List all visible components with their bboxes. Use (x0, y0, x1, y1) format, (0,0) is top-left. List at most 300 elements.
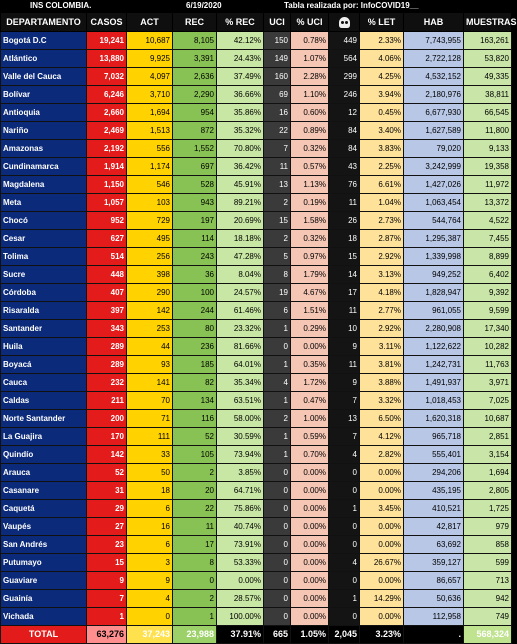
casos-cell: 7,032 (87, 68, 127, 86)
muestras-cell: 4,522 (464, 212, 512, 230)
hab-cell: 965,718 (404, 428, 464, 446)
casos-cell: 1 (87, 608, 127, 626)
covid-table (0, 12, 517, 644)
uci-cell: 0 (264, 500, 291, 518)
casos-cell: 7 (87, 590, 127, 608)
uci-cell: 0 (264, 608, 291, 626)
muestras-cell: 2,851 (464, 428, 512, 446)
puci-cell: 0.00% (291, 536, 329, 554)
puci-cell: 0.97% (291, 248, 329, 266)
plet-cell: 2.33% (360, 32, 404, 50)
departamento-cell: Risaralda (1, 302, 87, 320)
act-cell: 1,513 (127, 122, 173, 140)
hab-cell: 2,280,908 (404, 320, 464, 338)
plet-cell: 0.00% (360, 536, 404, 554)
hab-cell: 544,764 (404, 212, 464, 230)
muestras-cell: 7,025 (464, 392, 512, 410)
uci-cell: 6 (264, 302, 291, 320)
muestras-cell: 713 (464, 572, 512, 590)
casos-cell: 200 (87, 410, 127, 428)
act-cell: 9,925 (127, 50, 173, 68)
puci-cell: 0.00% (291, 608, 329, 626)
departamento-cell: Antioquia (1, 104, 87, 122)
table-row (1, 230, 512, 248)
muertes-cell: 11 (329, 302, 360, 320)
uci-cell: 149 (264, 50, 291, 68)
prec-cell: 24.43% (217, 50, 264, 68)
uci-cell: 0 (264, 464, 291, 482)
table-body (1, 32, 512, 644)
muestras-cell: 9,392 (464, 284, 512, 302)
casos-cell: 142 (87, 446, 127, 464)
total-row (1, 626, 512, 644)
puci-cell: 0.32% (291, 140, 329, 158)
muertes-cell: 26 (329, 212, 360, 230)
act-cell: 4,097 (127, 68, 173, 86)
total-hab-cell: . (404, 626, 464, 644)
table-header-row (1, 13, 512, 32)
casos-cell: 211 (87, 392, 127, 410)
casos-cell: 1,057 (87, 194, 127, 212)
total-act-cell: 37,243 (127, 626, 173, 644)
rec-cell: 185 (173, 356, 217, 374)
col-hab: HAB (404, 13, 464, 32)
departamento-cell: Guaviare (1, 572, 87, 590)
plet-cell: 4.06% (360, 50, 404, 68)
departamento-cell: Quindío (1, 446, 87, 464)
hab-cell: 1,627,589 (404, 122, 464, 140)
muertes-cell: 17 (329, 284, 360, 302)
table-row (1, 176, 512, 194)
rec-cell: 8 (173, 554, 217, 572)
puci-cell: 1.72% (291, 374, 329, 392)
header-bar (0, 0, 511, 12)
muertes-cell: 449 (329, 32, 360, 50)
hab-cell: 294,206 (404, 464, 464, 482)
muertes-cell: 12 (329, 104, 360, 122)
table-row (1, 68, 512, 86)
uci-cell: 15 (264, 212, 291, 230)
date-label: 6/19/2020 (186, 1, 222, 10)
rec-cell: 11 (173, 518, 217, 536)
departamento-cell: Santander (1, 320, 87, 338)
muestras-cell: 9,133 (464, 140, 512, 158)
casos-cell: 232 (87, 374, 127, 392)
prec-cell: 30.59% (217, 428, 264, 446)
hab-cell: 1,427,026 (404, 176, 464, 194)
plet-cell: 6.61% (360, 176, 404, 194)
muertes-cell: 0 (329, 608, 360, 626)
puci-cell: 0.29% (291, 320, 329, 338)
prec-cell: 73.91% (217, 536, 264, 554)
muestras-cell: 749 (464, 608, 512, 626)
departamento-cell: Putumayo (1, 554, 87, 572)
muertes-cell: 246 (329, 86, 360, 104)
table-row (1, 86, 512, 104)
hab-cell: 1,122,622 (404, 338, 464, 356)
prec-cell: 18.18% (217, 230, 264, 248)
act-cell: 6 (127, 536, 173, 554)
total-puci-cell: 1.05% (291, 626, 329, 644)
prec-cell: 36.42% (217, 158, 264, 176)
prec-cell: 64.01% (217, 356, 264, 374)
muestras-cell: 599 (464, 554, 512, 572)
departamento-cell: Caldas (1, 392, 87, 410)
table-row (1, 284, 512, 302)
muestras-cell: 8,899 (464, 248, 512, 266)
col-uci: UCI (264, 13, 291, 32)
departamento-cell: Caquetá (1, 500, 87, 518)
plet-cell: 14.29% (360, 590, 404, 608)
plet-cell: 2.92% (360, 320, 404, 338)
col-muertes (329, 13, 360, 32)
table-row (1, 590, 512, 608)
table-row (1, 32, 512, 50)
uci-cell: 0 (264, 338, 291, 356)
rec-cell: 3,391 (173, 50, 217, 68)
rec-cell: 2,636 (173, 68, 217, 86)
prec-cell: 35.34% (217, 374, 264, 392)
plet-cell: 3.83% (360, 140, 404, 158)
departamento-cell: La Guajira (1, 428, 87, 446)
muertes-cell: 0 (329, 464, 360, 482)
plet-cell: 3.94% (360, 86, 404, 104)
muertes-cell: 11 (329, 194, 360, 212)
rec-cell: 872 (173, 122, 217, 140)
muertes-cell: 1 (329, 500, 360, 518)
plet-cell: 2.77% (360, 302, 404, 320)
act-cell: 3,710 (127, 86, 173, 104)
total-prec-cell: 37.91% (217, 626, 264, 644)
muertes-cell: 0 (329, 536, 360, 554)
muestras-cell: 53,820 (464, 50, 512, 68)
muestras-cell: 942 (464, 590, 512, 608)
act-cell: 18 (127, 482, 173, 500)
rec-cell: 1,552 (173, 140, 217, 158)
hab-cell: 359,127 (404, 554, 464, 572)
table-row (1, 536, 512, 554)
puci-cell: 0.00% (291, 500, 329, 518)
hab-cell: 1,828,947 (404, 284, 464, 302)
table-row (1, 608, 512, 626)
table-row (1, 392, 512, 410)
departamento-cell: Bogotá D.C (1, 32, 87, 50)
plet-cell: 2.87% (360, 230, 404, 248)
uci-cell: 69 (264, 86, 291, 104)
table-row (1, 500, 512, 518)
muertes-cell: 7 (329, 428, 360, 446)
uci-cell: 0 (264, 572, 291, 590)
puci-cell: 0.70% (291, 446, 329, 464)
hab-cell: 410,521 (404, 500, 464, 518)
rec-cell: 114 (173, 230, 217, 248)
plet-cell: 26.67% (360, 554, 404, 572)
hab-cell: 7,743,955 (404, 32, 464, 50)
act-cell: 0 (127, 608, 173, 626)
casos-cell: 407 (87, 284, 127, 302)
plet-cell: 2.73% (360, 212, 404, 230)
table-row (1, 302, 512, 320)
departamento-cell: Tolima (1, 248, 87, 266)
casos-cell: 1,914 (87, 158, 127, 176)
puci-cell: 1.13% (291, 176, 329, 194)
muertes-cell: 0 (329, 572, 360, 590)
prec-cell: 24.57% (217, 284, 264, 302)
muestras-cell: 11,800 (464, 122, 512, 140)
muertes-cell: 9 (329, 338, 360, 356)
muestras-cell: 38,811 (464, 86, 512, 104)
uci-cell: 5 (264, 248, 291, 266)
departamento-cell: Bolívar (1, 86, 87, 104)
prec-cell: 64.71% (217, 482, 264, 500)
act-cell: 70 (127, 392, 173, 410)
puci-cell: 0.00% (291, 338, 329, 356)
departamento-cell: Sucre (1, 266, 87, 284)
departamento-cell: Casanare (1, 482, 87, 500)
hab-cell: 1,620,318 (404, 410, 464, 428)
casos-cell: 6,246 (87, 86, 127, 104)
table-row (1, 518, 512, 536)
muertes-cell: 13 (329, 410, 360, 428)
col-rec: REC (173, 13, 217, 32)
rec-cell: 36 (173, 266, 217, 284)
act-cell: 10,687 (127, 32, 173, 50)
muestras-cell: 2,805 (464, 482, 512, 500)
act-cell: 253 (127, 320, 173, 338)
puci-cell: 0.00% (291, 518, 329, 536)
departamento-cell: Vichada (1, 608, 87, 626)
uci-cell: 4 (264, 374, 291, 392)
plet-cell: 0.00% (360, 518, 404, 536)
act-cell: 33 (127, 446, 173, 464)
puci-cell: 1.00% (291, 410, 329, 428)
muestras-cell: 858 (464, 536, 512, 554)
rec-cell: 82 (173, 374, 217, 392)
rec-cell: 943 (173, 194, 217, 212)
muertes-cell: 84 (329, 140, 360, 158)
departamento-cell: Magdalena (1, 176, 87, 194)
rec-cell: 2,290 (173, 86, 217, 104)
plet-cell: 3.81% (360, 356, 404, 374)
muertes-cell: 84 (329, 122, 360, 140)
hab-cell: 435,195 (404, 482, 464, 500)
table-row (1, 140, 512, 158)
plet-cell: 3.88% (360, 374, 404, 392)
muertes-cell: 0 (329, 482, 360, 500)
prec-cell: 42.12% (217, 32, 264, 50)
hab-cell: 3,242,999 (404, 158, 464, 176)
prec-cell: 8.04% (217, 266, 264, 284)
muestras-cell: 11,763 (464, 356, 512, 374)
uci-cell: 1 (264, 320, 291, 338)
table-row (1, 338, 512, 356)
muertes-cell: 4 (329, 554, 360, 572)
hab-cell: 1,491,937 (404, 374, 464, 392)
plet-cell: 2.25% (360, 158, 404, 176)
total-uci-cell: 665 (264, 626, 291, 644)
muertes-cell: 4 (329, 446, 360, 464)
plet-cell: 4.18% (360, 284, 404, 302)
credit-label: Tabla realizada por: InfoCOVID19__ (284, 1, 419, 10)
casos-cell: 448 (87, 266, 127, 284)
source-label: INS COLOMBIA. (30, 1, 92, 10)
total-plet-cell: 3.23% (360, 626, 404, 644)
act-cell: 111 (127, 428, 173, 446)
muertes-cell: 76 (329, 176, 360, 194)
act-cell: 729 (127, 212, 173, 230)
hab-cell: 112,958 (404, 608, 464, 626)
rec-cell: 8,105 (173, 32, 217, 50)
total-rec-cell: 23,988 (173, 626, 217, 644)
act-cell: 6 (127, 500, 173, 518)
departamento-cell: Chocó (1, 212, 87, 230)
rec-cell: 1 (173, 608, 217, 626)
casos-cell: 27 (87, 518, 127, 536)
plet-cell: 0.00% (360, 572, 404, 590)
prec-cell: 63.51% (217, 392, 264, 410)
prec-cell: 45.91% (217, 176, 264, 194)
table-row (1, 248, 512, 266)
table-row (1, 194, 512, 212)
act-cell: 1,174 (127, 158, 173, 176)
muestras-cell: 10,282 (464, 338, 512, 356)
rec-cell: 244 (173, 302, 217, 320)
muertes-cell: 10 (329, 320, 360, 338)
muertes-cell: 18 (329, 230, 360, 248)
prec-cell: 20.69% (217, 212, 264, 230)
puci-cell: 0.89% (291, 122, 329, 140)
casos-cell: 2,192 (87, 140, 127, 158)
casos-cell: 19,241 (87, 32, 127, 50)
departamento-cell: Valle del Cauca (1, 68, 87, 86)
uci-cell: 11 (264, 158, 291, 176)
hab-cell: 1,339,998 (404, 248, 464, 266)
table-row (1, 572, 512, 590)
prec-cell: 47.28% (217, 248, 264, 266)
act-cell: 290 (127, 284, 173, 302)
total-muestras-cell: 568,324 (464, 626, 512, 644)
muertes-cell: 14 (329, 266, 360, 284)
uci-cell: 1 (264, 428, 291, 446)
muestras-cell: 13,372 (464, 194, 512, 212)
act-cell: 93 (127, 356, 173, 374)
muestras-cell: 66,545 (464, 104, 512, 122)
prec-cell: 53.33% (217, 554, 264, 572)
plet-cell: 0.45% (360, 104, 404, 122)
act-cell: 546 (127, 176, 173, 194)
uci-cell: 0 (264, 590, 291, 608)
table-row (1, 104, 512, 122)
prec-cell: 70.80% (217, 140, 264, 158)
plet-cell: 0.00% (360, 482, 404, 500)
table-row (1, 356, 512, 374)
departamento-cell: San Andrés (1, 536, 87, 554)
col-act: ACT (127, 13, 173, 32)
act-cell: 1,694 (127, 104, 173, 122)
uci-cell: 2 (264, 230, 291, 248)
total-muertes-cell: 2,045 (329, 626, 360, 644)
muestras-cell: 3,971 (464, 374, 512, 392)
col-departamento: DEPARTAMENTO (1, 13, 87, 32)
casos-cell: 1,150 (87, 176, 127, 194)
act-cell: 256 (127, 248, 173, 266)
table-row (1, 374, 512, 392)
hab-cell: 79,020 (404, 140, 464, 158)
table-row (1, 446, 512, 464)
muestras-cell: 49,335 (464, 68, 512, 86)
puci-cell: 1.10% (291, 86, 329, 104)
puci-cell: 0.59% (291, 428, 329, 446)
rec-cell: 80 (173, 320, 217, 338)
uci-cell: 19 (264, 284, 291, 302)
casos-cell: 52 (87, 464, 127, 482)
prec-cell: 36.66% (217, 86, 264, 104)
departamento-cell: Cesar (1, 230, 87, 248)
prec-cell: 73.94% (217, 446, 264, 464)
col-muestras: MUESTRAS (464, 13, 512, 32)
muertes-cell: 1 (329, 590, 360, 608)
casos-cell: 2,469 (87, 122, 127, 140)
hab-cell: 1,063,454 (404, 194, 464, 212)
puci-cell: 0.00% (291, 590, 329, 608)
rec-cell: 697 (173, 158, 217, 176)
muertes-cell: 11 (329, 356, 360, 374)
rec-cell: 105 (173, 446, 217, 464)
prec-cell: 81.66% (217, 338, 264, 356)
hab-cell: 555,401 (404, 446, 464, 464)
total-casos-cell: 63,276 (87, 626, 127, 644)
muestras-cell: 11,972 (464, 176, 512, 194)
departamento-cell: Huila (1, 338, 87, 356)
muertes-cell: 7 (329, 392, 360, 410)
table-row (1, 554, 512, 572)
rec-cell: 116 (173, 410, 217, 428)
act-cell: 9 (127, 572, 173, 590)
casos-cell: 2,660 (87, 104, 127, 122)
plet-cell: 2.82% (360, 446, 404, 464)
act-cell: 495 (127, 230, 173, 248)
table-row (1, 50, 512, 68)
puci-cell: 0.32% (291, 230, 329, 248)
muestras-cell: 1,725 (464, 500, 512, 518)
uci-cell: 0 (264, 536, 291, 554)
act-cell: 556 (127, 140, 173, 158)
table-row (1, 464, 512, 482)
uci-cell: 1 (264, 392, 291, 410)
plet-cell: 3.45% (360, 500, 404, 518)
departamento-cell: Arauca (1, 464, 87, 482)
hab-cell: 42,817 (404, 518, 464, 536)
rec-cell: 134 (173, 392, 217, 410)
plet-cell: 6.50% (360, 410, 404, 428)
hab-cell: 1,295,387 (404, 230, 464, 248)
casos-cell: 343 (87, 320, 127, 338)
departamento-cell: Boyacá (1, 356, 87, 374)
departamento-cell: Guainía (1, 590, 87, 608)
table-row (1, 158, 512, 176)
casos-cell: 289 (87, 356, 127, 374)
col-puci: % UCI (291, 13, 329, 32)
plet-cell: 0.00% (360, 608, 404, 626)
uci-cell: 22 (264, 122, 291, 140)
plet-cell: 1.04% (360, 194, 404, 212)
hab-cell: 6,677,930 (404, 104, 464, 122)
plet-cell: 3.40% (360, 122, 404, 140)
hab-cell: 63,692 (404, 536, 464, 554)
hab-cell: 4,532,152 (404, 68, 464, 86)
puci-cell: 1.79% (291, 266, 329, 284)
table-row (1, 212, 512, 230)
